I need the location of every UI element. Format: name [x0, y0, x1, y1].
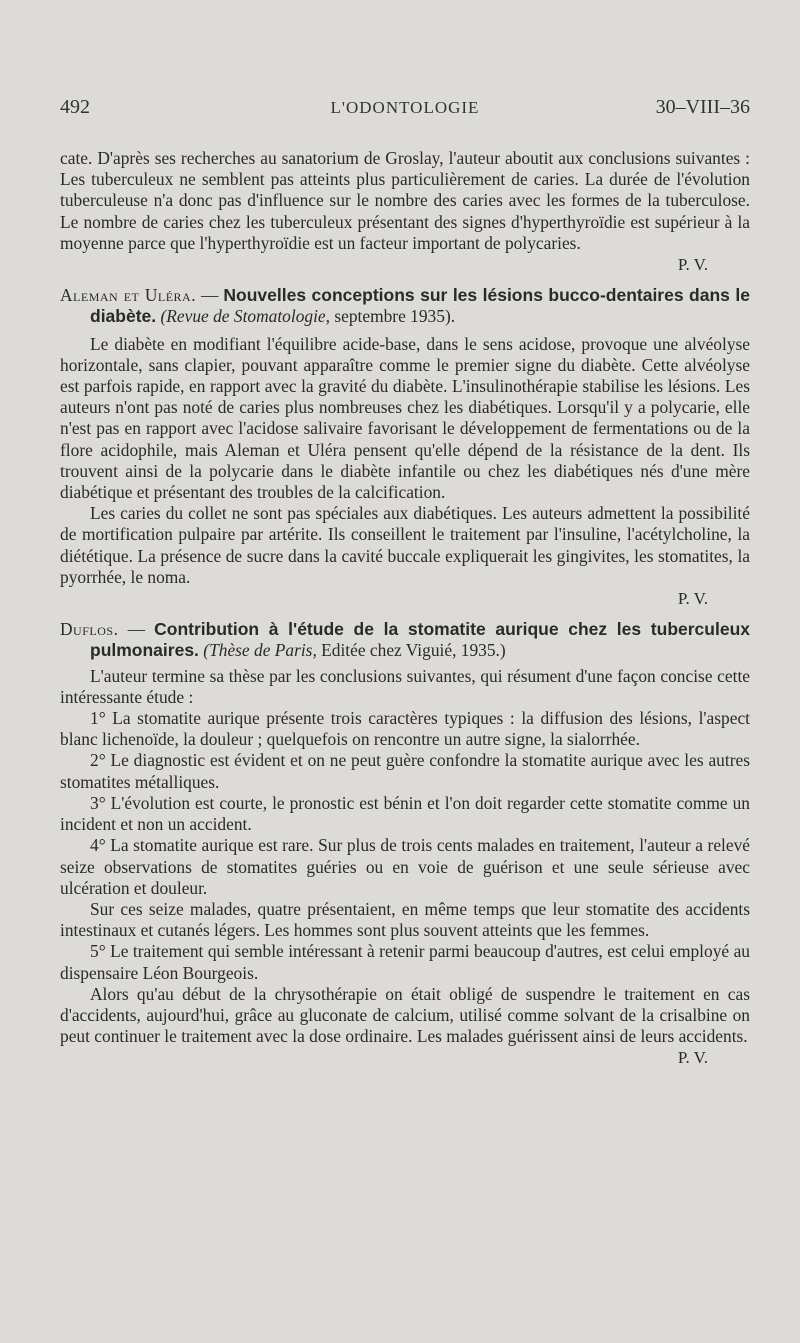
heading-dash: — [196, 285, 224, 306]
signature: P. V. [677, 1048, 708, 1068]
page-body [60, 148, 750, 1069]
signature: P. V. [677, 589, 708, 609]
continuation-paragraph: cate. D'après ses recherches au sanatorium de Groslay, l'auteur aboutit aux conclusions suivantes : Les tuberculeux ne semblent pas atteints plus particulièrement de caries. La durée de l'évolution tuberculeuse n'a donc pas d'influence sur le nombre des caries avec les formes de la tuberculose. Le nombre de caries chez les tuberculeux présentant des signes d'hyperthyroïdie est supérieur à la moyenne parce que l'hyperthyroïdie est un facteur important de polycaries. [60, 148, 750, 253]
article-source: (Thèse de Paris, [203, 640, 317, 661]
article-paragraph: 2° Le diagnostic est évident et on ne peut guère confondre la stomatite aurique avec les autres stomatites métalliques. [60, 750, 750, 792]
article-source: (Revue de Stomatologie, [160, 306, 330, 327]
article-paragraph: 5° Le traitement qui semble intéressant à retenir parmi beaucoup d'autres, est celui employé au dispensaire Léon Bourgeois. [60, 941, 750, 983]
article-source-rest: septembre 1935). [330, 306, 456, 327]
heading-dash: — [118, 619, 155, 640]
article-title: Contribution à l'étude de la stomatite aurique chez les tuberculeux pulmonaires. [90, 619, 750, 661]
article-heading [60, 285, 750, 327]
article-source-rest: Editée chez Viguié, 1935.) [316, 640, 506, 661]
page-number: 492 [60, 96, 90, 118]
article-paragraph: Les caries du collet ne sont pas spéciales aux diabétiques. Les auteurs admettent la possibilité de mortification pulpaire par artérite. Ils conseillent le traitement par l'insuline, l'acétylcholine, la diététique. La présence de sucre dans la cavité buccale expliquerait les gingivites, les stomatites, la pyorrhée, le noma. [60, 503, 750, 587]
article-paragraph: Le diabète en modifiant l'équilibre acide-base, dans le sens acidose, provoque une alvéolyse horizontale, sans clapier, pouvant apparaître comme le premier signe du diabète. Cette alvéolyse est parfois rapide, en rapport avec la gravité du diabète. L'insulinothérapie stabilise les lésions. Les auteurs n'ont pas noté de caries plus nombreuses chez les diabétiques. Lorsqu'il y a polycarie, elle n'est pas en rapport avec l'acidose salivaire favorisant le développement de fermentations ou de la flore acidophile, mais Aleman et Uléra pensent qu'elle dépend de la résistance de la dent. Ils trouvent ainsi de la polycarie dans le diabète infantile ou chez les diabétiques nés d'une mère diabétique et présentant des troubles de la calcification. [60, 333, 750, 503]
page-header [60, 96, 750, 130]
issue-date: 30–VIII–36 [655, 96, 750, 118]
article-paragraph: 3° L'évolution est courte, le pronostic est bénin et l'on doit regarder cette stomatite comme un incident et non un accident. [60, 792, 750, 835]
signature: P. V. [677, 255, 708, 275]
article-paragraph: 1° La stomatite aurique présente trois caractères typiques : la diffusion des lésions, l'aspect blanc lichenoïde, la douleur ; quelquefois on rencontre un autre signe, la sialorrhée. [60, 708, 750, 750]
article-title: Nouvelles conceptions sur les lésions bucco-dentaires dans le diabète. [90, 285, 750, 327]
article-paragraph: Sur ces seize malades, quatre présentaient, en même temps que leur stomatite des accidents intestinaux et cutanés légers. Les hommes sont plus souvent atteints que les femmes. [60, 898, 750, 941]
article-heading [60, 619, 750, 661]
article-paragraph: L'auteur termine sa thèse par les conclusions suivantes, qui résument d'une façon concise cette intéressante étude : [60, 665, 750, 707]
article-paragraph: Alors qu'au début de la chrysothérapie on était obligé de suspendre le traitement en cas d'accidents, aujourd'hui, grâce au gluconate de calcium, utilisé comme solvant de la crisalbine on peut continuer le traitement avec la dose ordinaire. Les malades guérissent ainsi de leurs accidents. [60, 983, 750, 1047]
running-title: L'ODONTOLOGIE [330, 98, 480, 117]
article-paragraph: 4° La stomatite aurique est rare. Sur plus de trois cents malades en traitement, l'auteur a relevé seize observations de stomatites guéries ou en voie de guérison et une seule sérieuse avec ulcération et douleur. [60, 835, 750, 898]
article-authors: Aleman et Uléra. [60, 285, 197, 306]
article-authors: Duflos. [60, 619, 119, 640]
